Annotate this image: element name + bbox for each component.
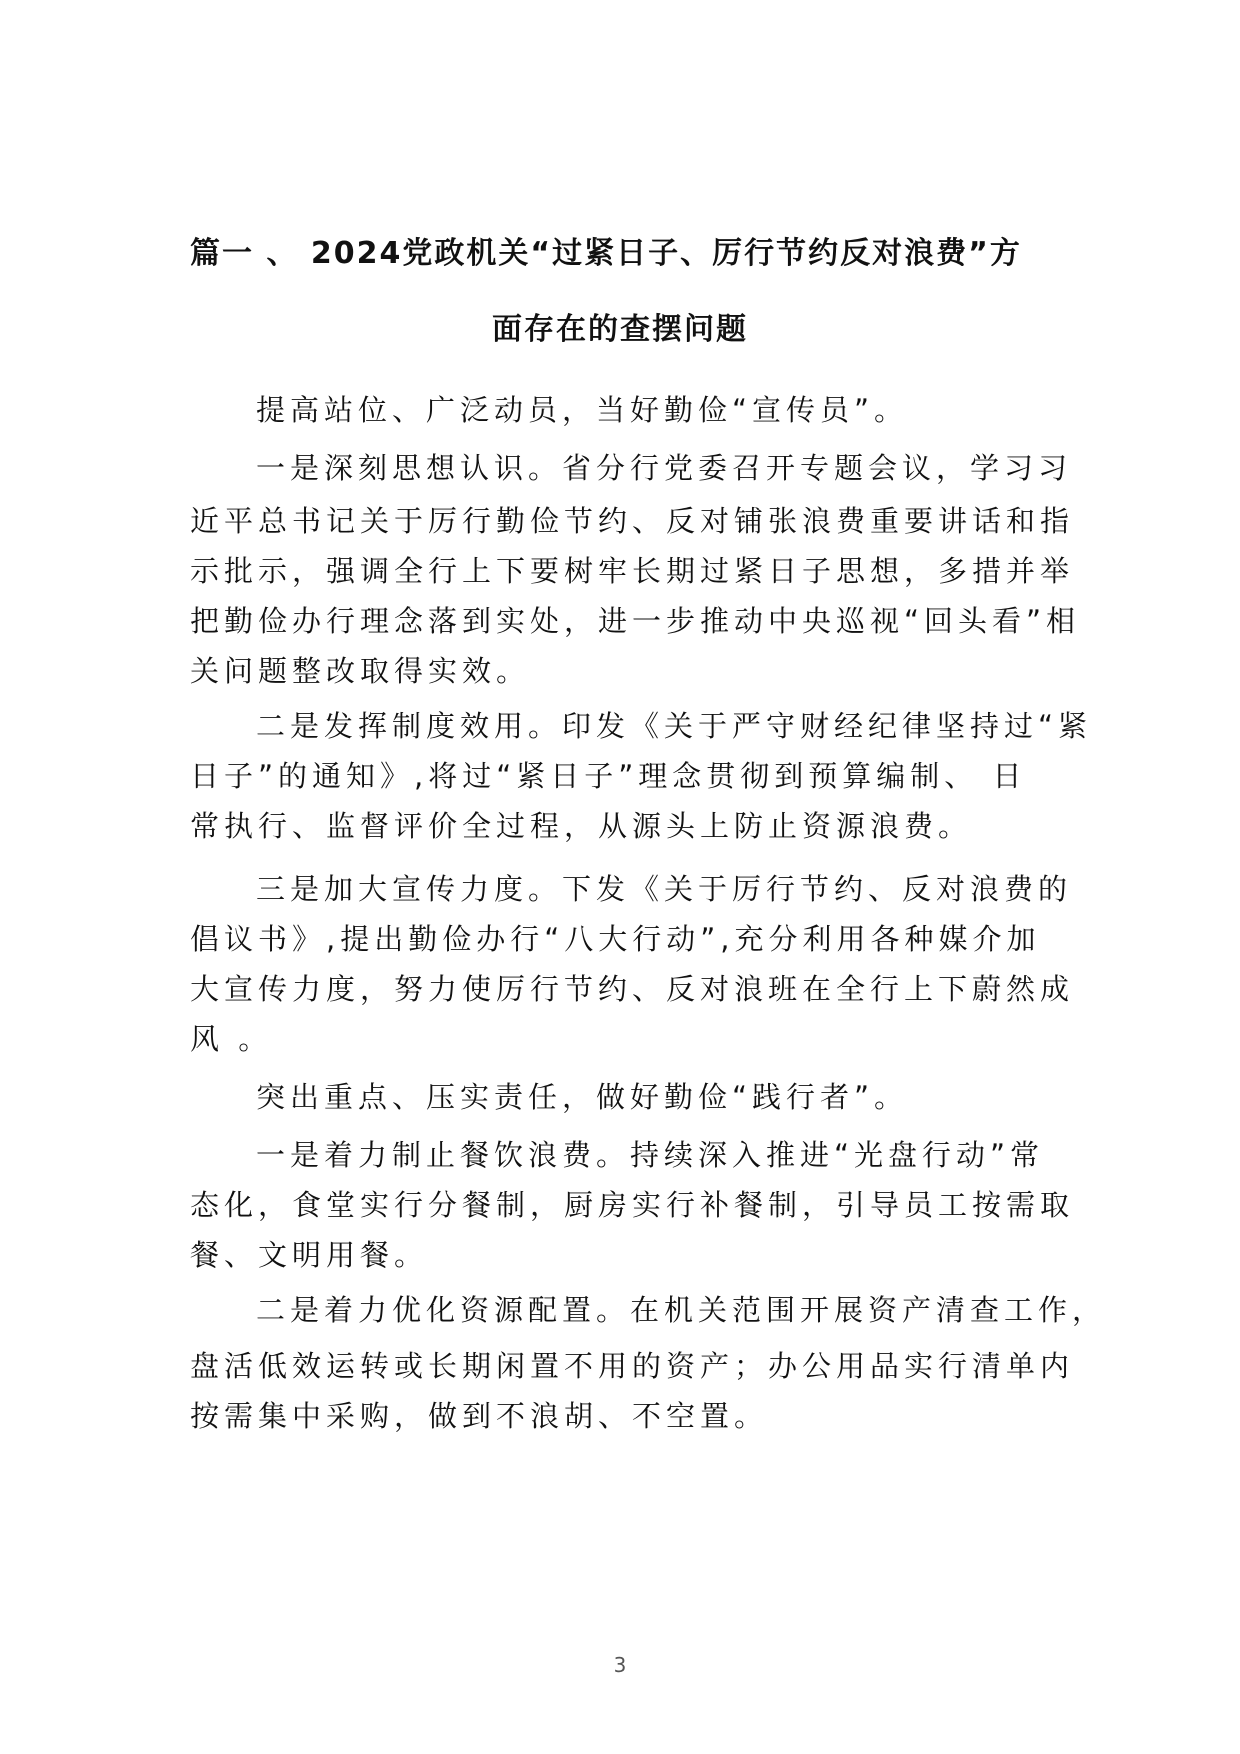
paragraph-line: 餐、文明用餐。 (190, 1238, 429, 1272)
paragraph-line: 二是发挥制度效用。印发《关于严守财经纪律坚持过“紧 (256, 709, 1093, 743)
paragraph-line: 盘活低效运转或长期闲置不用的资产；办公用品实行清单内 (190, 1349, 1075, 1383)
title-line-1: 篇一 、 2024党政机关“过紧日子、厉行节约反对浪费”方 (190, 236, 1022, 271)
paragraph-line: 把勤俭办行理念落到实处，进一步推动中央巡视“回头看”相 (190, 604, 1081, 638)
title-line-2: 面存在的查摆问题 (492, 312, 748, 347)
section-heading-1: 提高站位、广泛动员，当好勤俭“宣传员”。 (256, 393, 909, 427)
paragraph-line: 示批示，强调全行上下要树牢长期过紧日子思想，多措并举 (190, 554, 1075, 588)
paragraph-line: 态化，食堂实行分餐制，厨房实行补餐制，引导员工按需取 (190, 1188, 1075, 1222)
paragraph-line: 日子”的通知》,将过“紧日子”理念贯彻到预算编制、 日 (190, 759, 1027, 793)
paragraph-line: 常执行、监督评价全过程，从源头上防止资源浪费。 (190, 809, 973, 843)
paragraph-line: 二是着力优化资源配置。在机关范围开展资产清查工作， (256, 1293, 1107, 1327)
paragraph-line: 一是深刻思想认识。省分行党委召开专题会议，学习习 (256, 451, 1073, 485)
paragraph-line: 一是着力制止餐饮浪费。持续深入推进“光盘行动”常 (256, 1138, 1045, 1172)
paragraph-line: 大宣传力度，努力使厉行节约、反对浪班在全行上下蔚然成 (190, 972, 1075, 1006)
paragraph-line: 倡议书》,提出勤俭办行“八大行动”,充分利用各种媒介加 (190, 922, 1041, 956)
paragraph-line: 三是加大宣传力度。下发《关于厉行节约、反对浪费的 (256, 872, 1073, 906)
paragraph-line: 近平总书记关于厉行勤俭节约、反对铺张浪费重要讲话和指 (190, 504, 1075, 538)
section-heading-2: 突出重点、压实责任，做好勤俭“践行者”。 (256, 1080, 909, 1114)
page-number: 3 (613, 1653, 627, 1677)
paragraph-line: 按需集中采购，做到不浪胡、不空置。 (190, 1399, 769, 1433)
paragraph-line: 风 。 (190, 1022, 273, 1056)
paragraph-line: 关问题整改取得实效。 (190, 654, 531, 688)
